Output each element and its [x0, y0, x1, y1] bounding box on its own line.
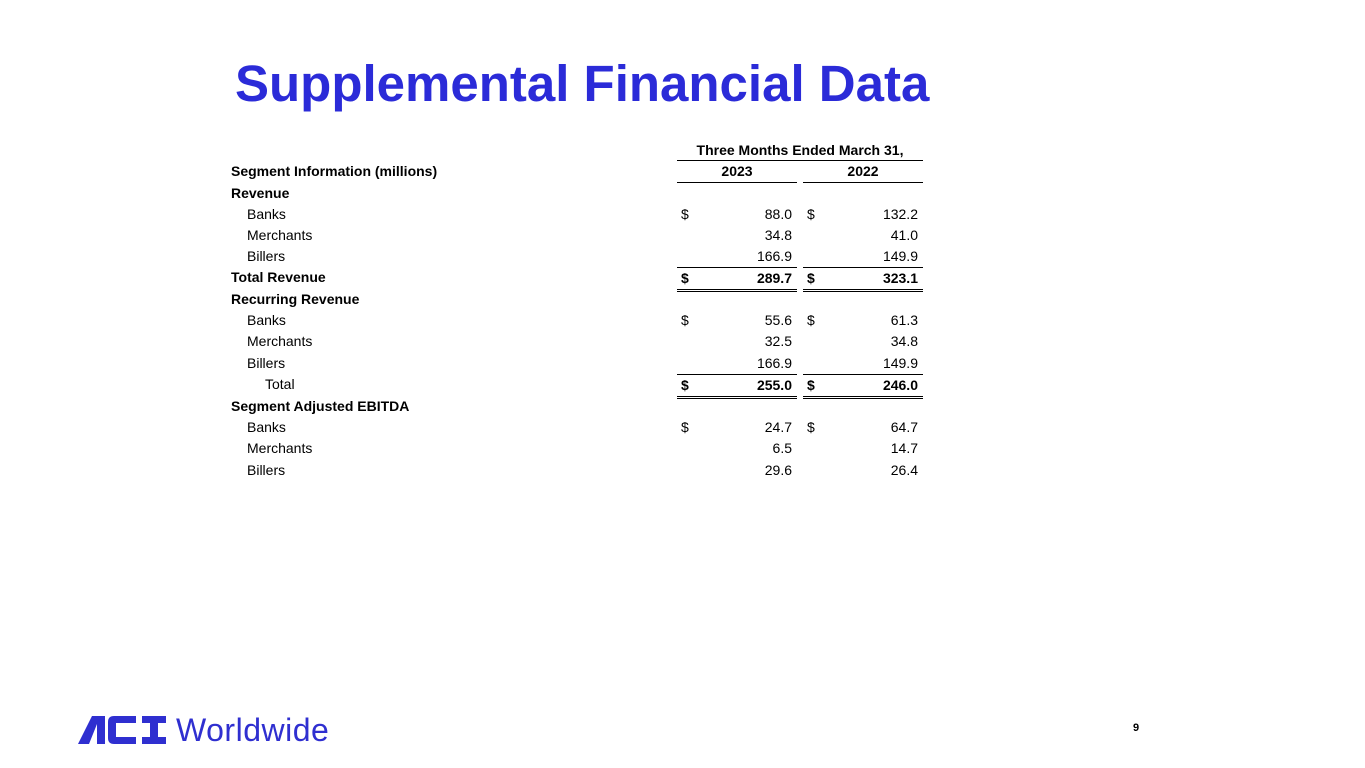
currency-symbol: $ [807, 377, 815, 393]
row-label: Recurring Revenue [231, 291, 360, 307]
value-2023: 29.6 [764, 462, 792, 478]
value-2022: 34.8 [890, 333, 918, 349]
table-row-total [0, 267, 1365, 288]
currency-symbol: $ [681, 206, 689, 222]
row-label: Banks [247, 206, 286, 222]
row-label: Banks [247, 419, 286, 435]
row-label: Merchants [247, 333, 313, 349]
value-2023: 32.5 [764, 333, 792, 349]
column-header-2022: 2022 [803, 161, 923, 183]
value-2023: 289.7 [756, 270, 792, 286]
value-2022: 149.9 [882, 248, 918, 264]
value-2022: 14.7 [890, 440, 918, 456]
currency-symbol: $ [681, 270, 689, 286]
currency-symbol: $ [681, 377, 689, 393]
row-label: Billers [247, 248, 286, 264]
value-2022: 26.4 [890, 462, 918, 478]
row-label: Revenue [231, 185, 290, 201]
table-row [0, 183, 1365, 204]
page-title: Supplemental Financial Data [235, 55, 930, 112]
section-header: Segment Information (millions) [231, 163, 438, 179]
table-row [0, 225, 1365, 246]
table-row [0, 331, 1365, 352]
table-row [0, 396, 1365, 417]
column-header-2023: 2023 [677, 161, 797, 183]
value-2023: 55.6 [764, 312, 792, 328]
currency-symbol: $ [681, 419, 689, 435]
company-logo [78, 712, 329, 748]
value-2022: 149.9 [882, 355, 918, 371]
value-2022: 64.7 [890, 419, 918, 435]
value-2022: 323.1 [882, 270, 918, 286]
table-header-row [0, 161, 1365, 182]
row-label: Merchants [247, 227, 313, 243]
table-row [0, 204, 1365, 225]
currency-symbol: $ [807, 419, 815, 435]
table-row [0, 417, 1365, 438]
row-label: Billers [247, 355, 286, 371]
currency-symbol: $ [807, 270, 815, 286]
table-row [0, 289, 1365, 310]
currency-symbol: $ [807, 206, 815, 222]
row-label: Total Revenue [231, 269, 326, 285]
value-2023: 6.5 [772, 440, 792, 456]
table-row [0, 310, 1365, 331]
table-row [0, 438, 1365, 459]
value-2023: 88.0 [764, 206, 792, 222]
page-number: 9 [1132, 722, 1140, 734]
value-2023: 166.9 [756, 355, 792, 371]
value-2023: 34.8 [764, 227, 792, 243]
logo-wordmark: Worldwide [176, 712, 330, 748]
value-2023: 166.9 [756, 248, 792, 264]
currency-symbol: $ [681, 312, 689, 328]
value-2022: 246.0 [882, 377, 918, 393]
table-row [0, 246, 1365, 267]
table-row [0, 460, 1365, 481]
table-row-total [0, 374, 1365, 395]
value-2022: 41.0 [890, 227, 918, 243]
row-label: Segment Adjusted EBITDA [231, 398, 410, 414]
table-row [0, 353, 1365, 374]
row-label: Total [265, 376, 295, 392]
period-header: Three Months Ended March 31, [677, 140, 923, 161]
value-2023: 255.0 [756, 377, 792, 393]
row-label: Merchants [247, 440, 313, 456]
row-label: Billers [247, 462, 286, 478]
aci-logo-mark-icon [78, 716, 166, 744]
value-2022: 61.3 [890, 312, 918, 328]
value-2023: 24.7 [764, 419, 792, 435]
row-label: Banks [247, 312, 286, 328]
value-2022: 132.2 [882, 206, 918, 222]
currency-symbol: $ [807, 312, 815, 328]
